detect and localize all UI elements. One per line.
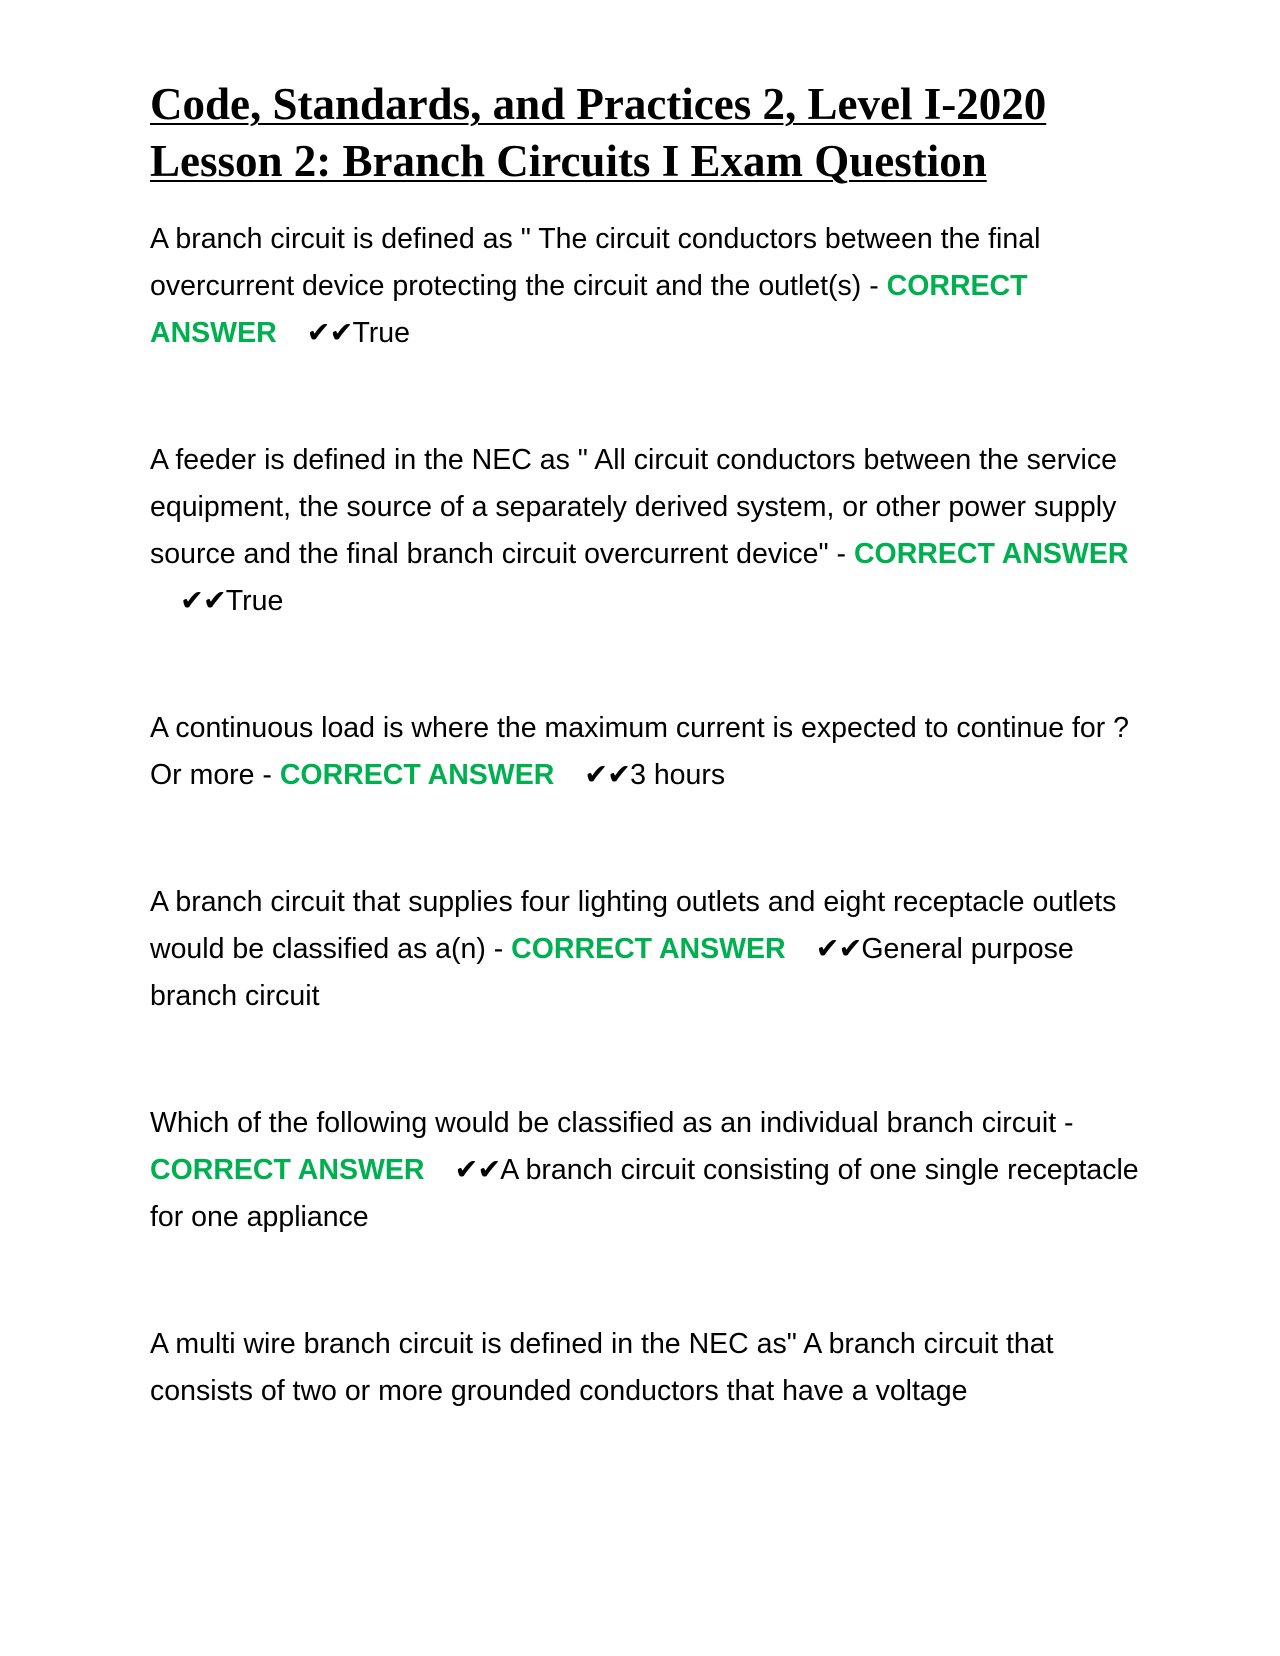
answer-text: 3 hours: [630, 759, 726, 791]
correct-answer-label: CORRECT ANSWER: [279, 759, 555, 791]
qa-item: [150, 1100, 1140, 1241]
answer-text: True: [225, 585, 284, 617]
document-title: Code, Standards, and Practices 2, Level I-2020 Lesson 2: Branch Circuits I Exam Question: [150, 79, 1047, 186]
qa-item: [150, 705, 1140, 799]
qa-item: [150, 216, 1140, 357]
question-text: A branch circuit is defined as " The circuit conductors between the final overcurrent device protecting the circuit and the outlet(s) -: [150, 223, 1041, 302]
document-page: [150, 76, 1140, 1415]
correct-answer-label: CORRECT ANSWER: [150, 1154, 425, 1186]
question-text: A feeder is defined in the NEC as " All circuit conductors between the service equipment, the source of a separately derived system, or other power supply source and the final branch circuit overcurrent device" -: [150, 444, 1117, 570]
double-check-icon: ✔✔: [180, 585, 226, 617]
double-check-icon: ✔✔: [454, 1154, 501, 1186]
question-text: A branch circuit that supplies four lighting outlets and eight receptacle outlets would be classified as a(n) -: [150, 886, 1117, 965]
answer-text: A branch circuit consisting of one single receptacle for one appliance: [150, 1154, 1139, 1233]
answer-text: True: [352, 317, 410, 349]
qa-item: [150, 879, 1140, 1020]
correct-answer-label: CORRECT ANSWER: [853, 538, 1129, 570]
double-check-icon: ✔✔: [815, 933, 862, 965]
question-text: A multi wire branch circuit is defined in the NEC as" A branch circuit that consists of two or more grounded conductors that have a voltage: [150, 1328, 1054, 1407]
correct-answer-label: CORRECT ANSWER: [511, 933, 786, 965]
question-text: A continuous load is where the maximum current is expected to continue for ? Or more -: [150, 712, 1130, 791]
correct-answer-label: CORRECT ANSWER: [150, 270, 1028, 349]
qa-item: [150, 437, 1140, 625]
qa-item: [150, 1321, 1140, 1415]
double-check-icon: ✔✔: [306, 317, 353, 349]
answer-text: General purpose branch circuit: [150, 933, 1074, 1012]
question-text: Which of the following would be classified as an individual branch circuit -: [150, 1107, 1074, 1139]
double-check-icon: ✔✔: [584, 759, 631, 791]
